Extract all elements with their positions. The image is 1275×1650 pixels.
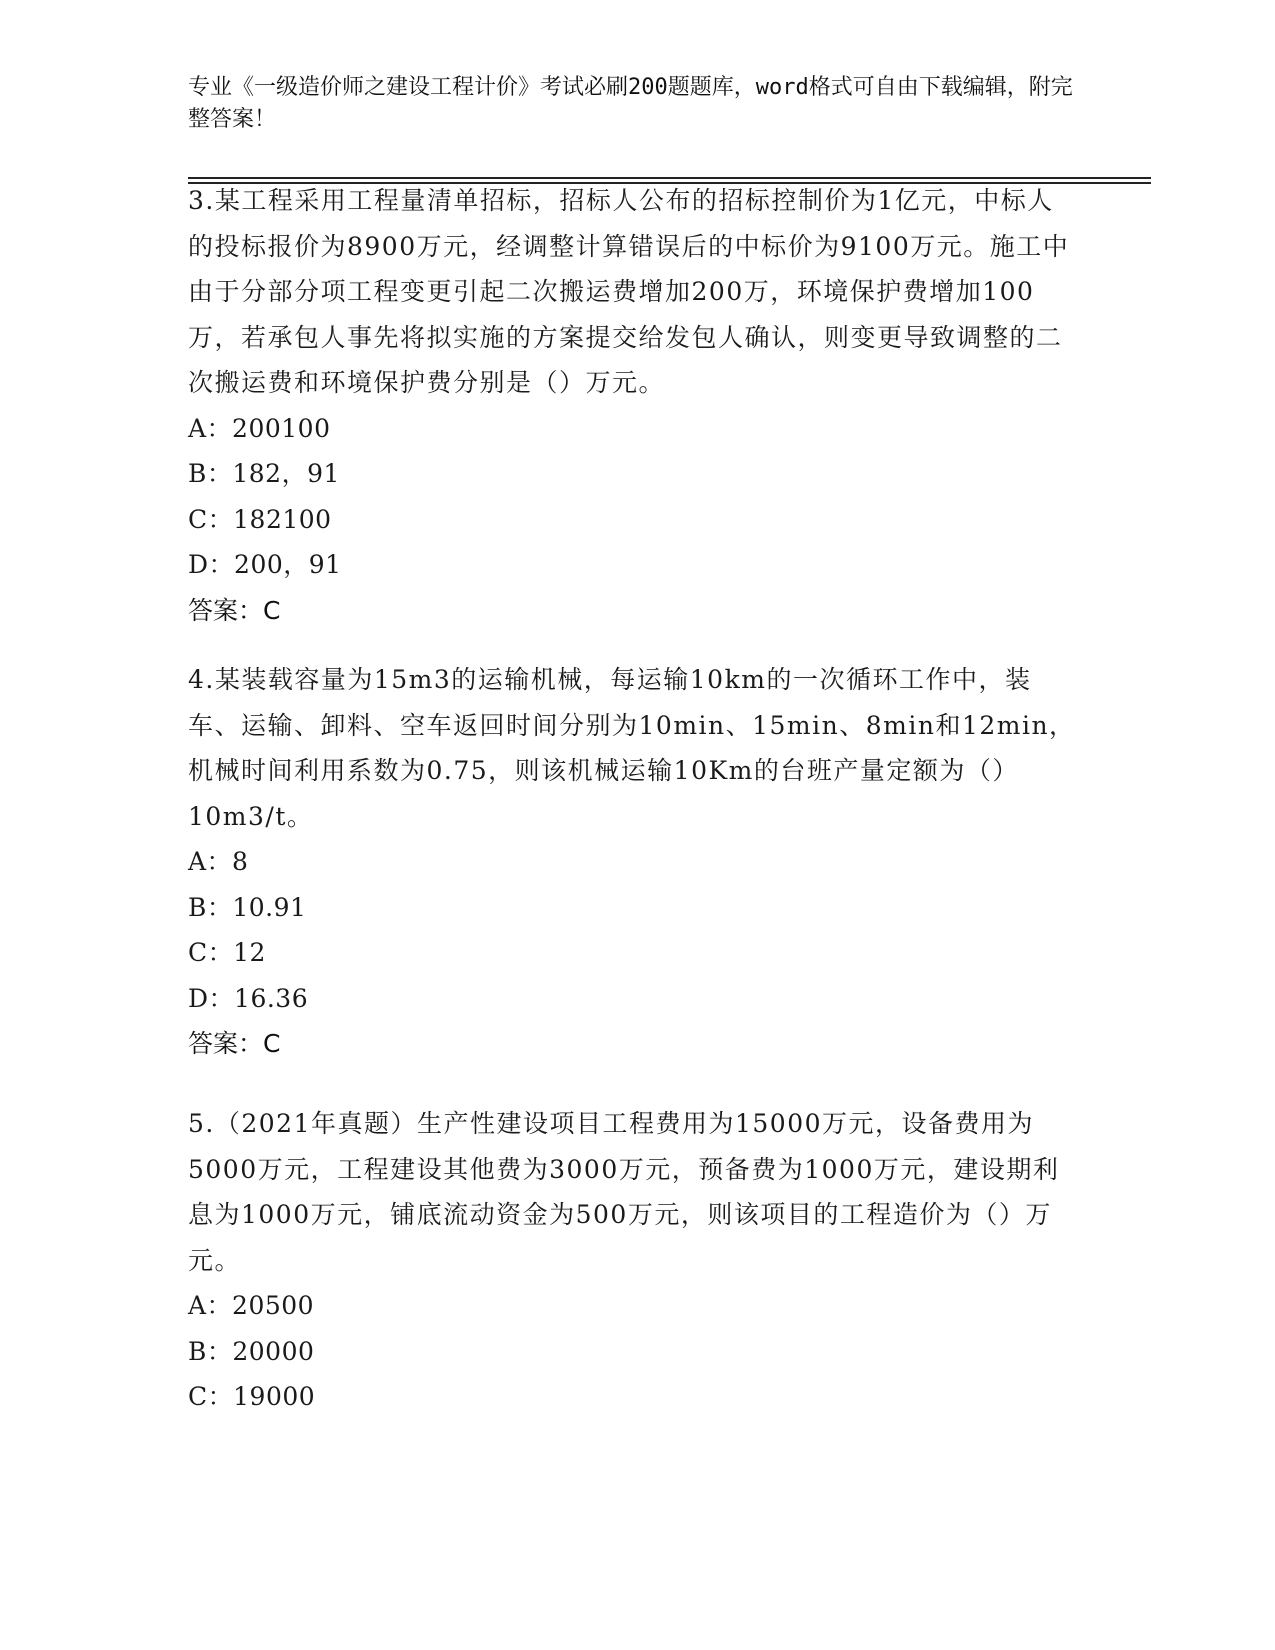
option-d: D：200，91 bbox=[188, 550, 342, 579]
option-b: B：182，91 bbox=[188, 459, 340, 488]
question-block bbox=[188, 178, 1078, 633]
option-d: D：16.36 bbox=[188, 983, 309, 1013]
option-c: C：182100 bbox=[188, 504, 332, 534]
question-text: 3.某工程采用工程量清单招标，招标人公布的招标控制价为1亿元，中标人的投标报价为8900万元，经调整计算错误后的中标价为9100万元。施工中由于分部分项工程变更引起二次搬运费增加200万，环境保护费增加100万，若承包人事先将拟实施的方案提交给发包人确认，则变更导致调整的二次搬运费和环境保护费分别是（）万元。 bbox=[188, 186, 1070, 397]
option-b: B：20000 bbox=[188, 1336, 315, 1366]
option-a: A：200100 bbox=[188, 413, 331, 443]
option-c: C：12 bbox=[188, 938, 266, 967]
option-a: A：8 bbox=[188, 847, 249, 876]
page-header: 专业《一级造价师之建设工程计价》考试必刷200题题库，word格式可自由下载编辑，附完整答案！ bbox=[188, 75, 1073, 132]
option-a: A：20500 bbox=[188, 1291, 315, 1320]
question-text: 4.某装载容量为15m3的运输机械，每运输10km的一次循环工作中，装车、运输、卸料、空车返回时间分别为10min、15min、8min和12min，机械时间利用系数为0.75，则该机械运输10Km的台班产量定额为（）10m3/t。 bbox=[188, 665, 1076, 831]
answer-line: 答案：C bbox=[188, 595, 281, 625]
question-block bbox=[188, 657, 1078, 1067]
question-block bbox=[188, 1101, 1078, 1420]
answer-line: 答案：C bbox=[188, 1029, 281, 1058]
question-text: 5.（2021年真题）生产性建设项目工程费用为15000万元，设备费用为5000万元，工程建设其他费为3000万元，预备费为1000万元，建设期利息为1000万元，铺底流动资金为500万元，则该项目的工程造价为（）万元。 bbox=[188, 1109, 1060, 1275]
option-b: B：10.91 bbox=[188, 892, 307, 922]
option-c: C：19000 bbox=[188, 1382, 316, 1411]
